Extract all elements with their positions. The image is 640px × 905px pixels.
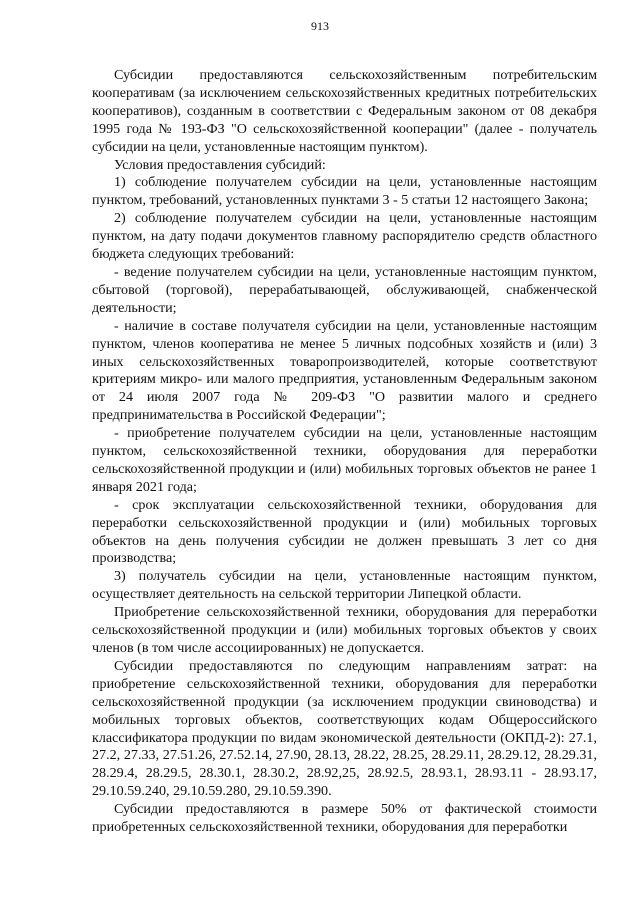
paragraph: - наличие в составе получателя субсидии на цели, установленные настоящим пунктом, членов кооператива не менее 5 личных подсобных хозяйств и (или) 3 иных сельскохозяйственных товаропроизводителей, которые соответствуют критериям микро- или малого предприятия, установленным Федеральным законом от 24 июля 2007 года № 209-ФЗ "О развитии малого и среднего предпринимательства в Российской Федерации"; <box>92 317 597 424</box>
paragraph: Приобретение сельскохозяйственной техники, оборудования для переработки сельскохозяйственной продукции и (или) мобильных торговых объектов у своих членов (в том числе ассоциированных) не допускается. <box>92 604 597 656</box>
document-body <box>92 67 597 837</box>
paragraph: Субсидии предоставляются по следующим направлениям затрат: на приобретение сельскохозяйственной техники, оборудования для переработки сельскохозяйственной продукции (за исключением продукции свиноводства) и мобильных торговых объектов, соответствующих кодам Общероссийского классификатора продукции по видам экономической деятельности (ОКПД-2): 27.1, 27.2, 27.33, 27.51.26, 27.52.14, 27.90, 28.13, 28.22, 28.25, 28.29.11, 28.29.12, 28.29.31, 28.29.4, 28.29.5, 28.30.1, 28.30.2, 28.92,25, 28.92.5, 28.93.1, 28.93.11 - 28.93.17, 29.10.59.240, 29.10.59.280, 29.10.59.390. <box>92 657 597 800</box>
paragraph: 3) получатель субсидии на цели, установленные настоящим пунктом, осуществляет деятельность на сельской территории Липецкой области. <box>92 568 597 603</box>
paragraph: - приобретение получателем субсидии на цели, установленные настоящим пунктом, сельскохозяйственной техники, оборудования для переработки сельскохозяйственной продукции и (или) мобильных торговых объектов не ранее 1 января 2021 года; <box>92 425 597 495</box>
paragraph: Субсидии предоставляются сельскохозяйственным потребительским кооперативам (за исключением сельскохозяйственных кредитных потребительских кооперативов), созданным в соответствии с Федеральным законом от 08 декабря 1995 года № 193-ФЗ "О сельскохозяйственной кооперации" (далее - получатель субсидии на цели, установленные настоящим пунктом). <box>92 67 597 155</box>
paragraph: - срок эксплуатации сельскохозяйственной техники, оборудования для переработки сельскохозяйственной продукции и (или) мобильных торговых объектов на день получения субсидии не должен превышать 3 лет со дня производства; <box>92 496 597 567</box>
paragraph: - ведение получателем субсидии на цели, установленные настоящим пунктом, сбытовой (торговой), перерабатывающей, обслуживающей, снабженческой деятельности; <box>92 263 597 316</box>
paragraph: 1) соблюдение получателем субсидии на цели, установленные настоящим пунктом, требований, установленных пунктами 3 - 5 статьи 12 настоящего Закона; <box>92 174 597 209</box>
paragraph: Субсидии предоставляются в размере 50% от фактической стоимости приобретенных сельскохозяйственной техники, оборудования для переработки <box>92 801 597 836</box>
page-number: 913 <box>311 19 329 33</box>
paragraph: 2) соблюдение получателем субсидии на цели, установленные настоящим пунктом, на дату подачи документов главному распорядителю средств областного бюджета следующих требований: <box>92 210 597 263</box>
paragraph: Условия предоставления субсидий: <box>114 156 326 173</box>
